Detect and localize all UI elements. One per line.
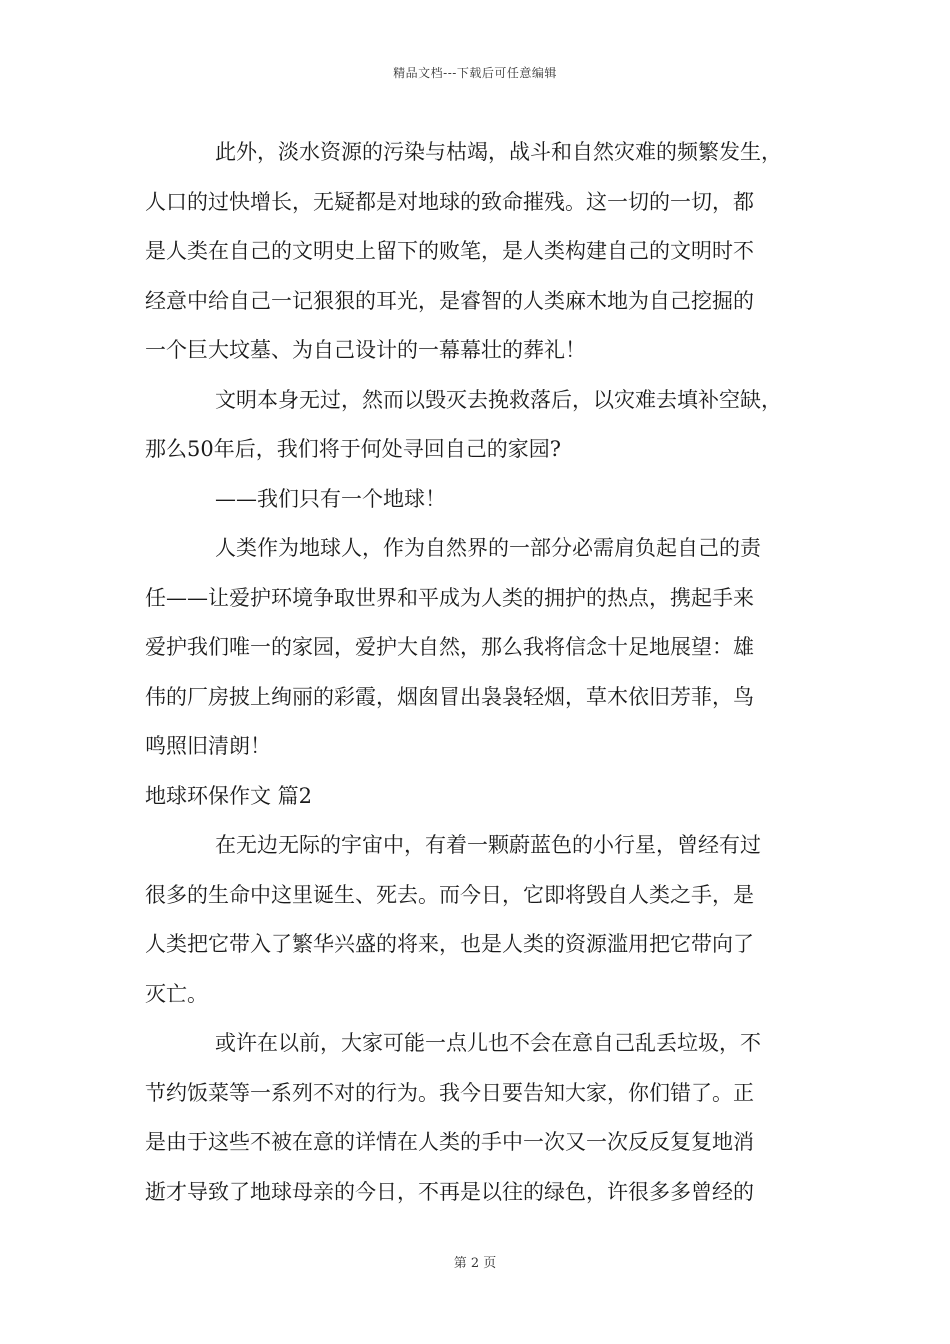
- paragraph-line: 那么50年后，我们将于何处寻回自己的家园?: [145, 437, 561, 461]
- paragraph-line: 或许在以前，大家可能一点儿也不会在意自己乱丢垃圾，不: [215, 1031, 761, 1055]
- paragraph-3: [145, 475, 813, 525]
- paragraph-line: 此外，淡水资源的污染与枯竭，战斗和自然灾难的频繁发生，: [215, 140, 782, 164]
- paragraph-line: 逝才导致了地球母亲的今日，不再是以往的绿色，许很多多曾经的: [145, 1179, 754, 1204]
- paragraph-line: ——我们只有一个地球！: [215, 486, 446, 511]
- paragraph-line: 在无边无际的宇宙中，有着一颗蔚蓝色的小行星，曾经有过: [215, 833, 761, 857]
- document-body: [145, 128, 813, 1217]
- paragraph-6: [145, 1019, 813, 1217]
- paragraph-2: [145, 376, 813, 475]
- paragraph-4: [145, 524, 813, 772]
- paragraph-line: 是人类在自己的文明史上留下的败笔，是人类构建自己的文明时不: [145, 239, 754, 263]
- paragraph-line: 灭亡。: [145, 981, 208, 1006]
- page-header: 精品文档---下载后可任意编辑: [393, 66, 557, 80]
- section-heading: 地球环保作文 篇2: [145, 783, 313, 808]
- paragraph-line: 爱护我们唯一的家园，爱护大自然，那么我将信念十足地展望：雄: [145, 635, 754, 659]
- paragraph-line: 一个巨大坟墓、为自己设计的一幕幕壮的葬礼！: [145, 338, 586, 362]
- paragraph-5: [145, 821, 813, 1019]
- paragraph-line: 人类把它带入了繁华兴盛的将来，也是人类的资源滥用把它带向了: [145, 932, 754, 956]
- paragraph-line: 人口的过快增长，无疑都是对地球的致命摧残。这一切的一切，都: [145, 189, 754, 214]
- paragraph-line: 任——让爱护环境争取世界和平成为人类的拥护的热点，携起手来: [145, 585, 754, 610]
- page-number: 第 2 页: [453, 1256, 497, 1271]
- paragraph-line: 经意中给自己一记狠狠的耳光，是睿智的人类麻木地为自己挖掘的: [145, 288, 754, 313]
- paragraph-line: 人类作为地球人，作为自然界的一部分必需肩负起自己的责: [215, 536, 761, 560]
- paragraph-line: 节约饭菜等一系列不对的行为。我今日要告知大家，你们错了。正: [145, 1080, 754, 1105]
- paragraph-line: 很多的生命中这里诞生、死去。而今日，它即将毁自人类之手，是: [145, 882, 754, 907]
- paragraph-line: 文明本身无过，然而以毁灭去挽救落后，以灾难去填补空缺，: [215, 387, 782, 412]
- paragraph-1: [145, 128, 813, 376]
- paragraph-line: 是由于这些不被在意的详情在人类的手中一次又一次反反复复地消: [145, 1130, 754, 1154]
- paragraph-line: 伟的厂房披上绚丽的彩霞，烟囱冒出袅袅轻烟，草木依旧芳菲，鸟: [145, 684, 754, 709]
- paragraph-line: 鸣照旧清朗！: [145, 734, 271, 758]
